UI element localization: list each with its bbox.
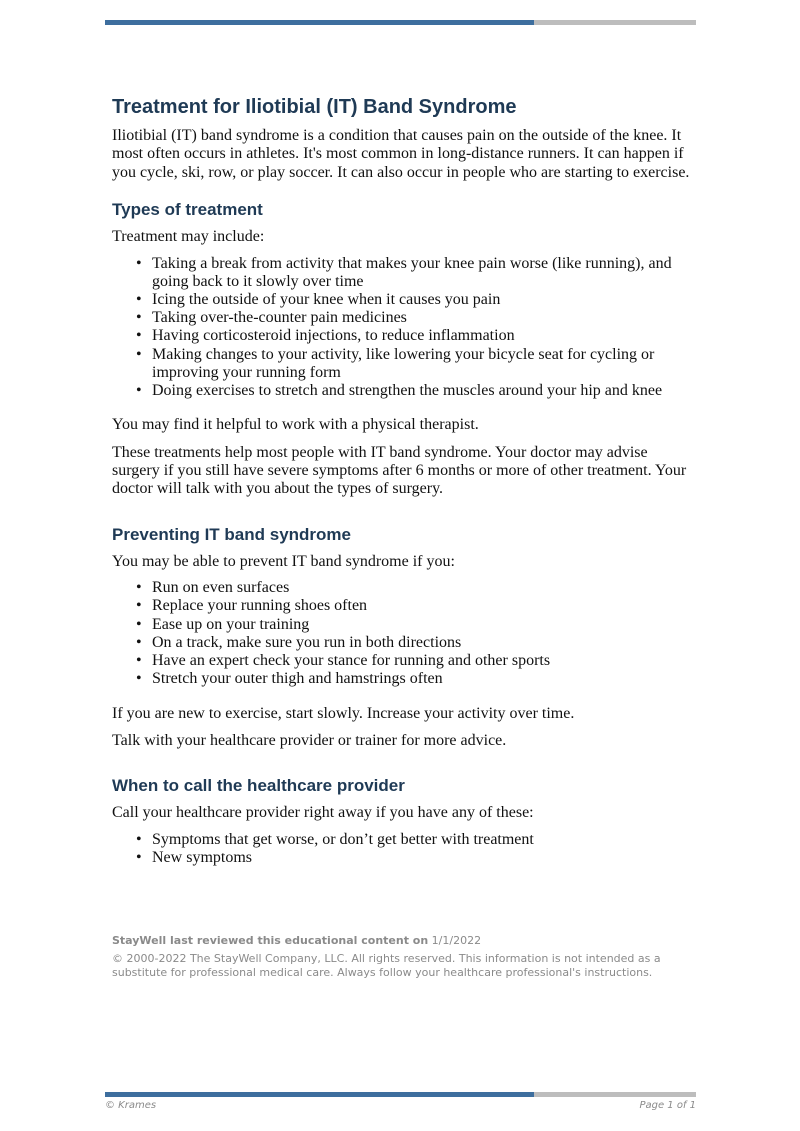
types-lead: Treatment may include:: [112, 228, 265, 246]
new-exercise-paragraph: If you are new to exercise, start slowly. Increase your activity over time.: [112, 704, 575, 722]
list-item: • Icing the outside of your knee when it causes you pain: [136, 291, 697, 309]
reviewed-label: StayWell last reviewed this educational content on: [112, 934, 429, 947]
document-body: [112, 94, 697, 867]
publisher-credit: © Krames: [105, 1100, 157, 1111]
list-item: • New symptoms: [136, 849, 697, 867]
top-accent-bar-fill: [105, 20, 534, 25]
intro-paragraph: Iliotibial (IT) band syndrome is a condition that causes pain on the outside of the knee. It most often occurs in athletes. It's most common in long-distance runners. It can happen if you cycle, ski, row, or play soccer. It can also occur in people who are starting to exercise.: [112, 127, 690, 181]
bottom-accent-bar-fill: [105, 1092, 534, 1097]
list-item: • Taking over-the-counter pain medicines: [136, 309, 697, 327]
list-item: • Run on even surfaces: [136, 579, 697, 597]
advice-paragraph: Talk with your healthcare provider or trainer for more advice.: [112, 731, 507, 749]
review-footer: [112, 934, 697, 980]
list-item: • Doing exercises to stretch and strengthen the muscles around your hip and knee: [136, 382, 697, 400]
section-heading-types: Types of treatment: [112, 200, 263, 220]
bottom-accent-bar: [105, 1092, 696, 1097]
list-item: • Replace your running shoes often: [136, 597, 697, 615]
surgery-paragraph: These treatments help most people with IT band syndrome. Your doctor may advise surgery if you still have severe symptoms after 6 months or more of other treatment. Your doctor will talk with you about the types of surgery.: [112, 443, 687, 498]
reviewed-line: [112, 934, 697, 947]
section-heading-prevent: Preventing IT band syndrome: [112, 524, 351, 544]
top-accent-bar: [105, 20, 696, 25]
list-item: • Making changes to your activity, like lowering your bicycle seat for cycling or improving your running form: [136, 346, 697, 382]
list-item: • Symptoms that get worse, or don’t get better with treatment: [136, 831, 697, 849]
types-list: [136, 255, 697, 401]
prevent-lead: You may be able to prevent IT band syndrome if you:: [112, 552, 455, 570]
section-heading-call: When to call the healthcare provider: [112, 776, 405, 796]
prevent-list: [136, 579, 697, 688]
list-item: • Stretch your outer thigh and hamstrings often: [136, 670, 697, 688]
page-title: Treatment for Iliotibial (IT) Band Syndrome: [112, 96, 517, 118]
copyright-notice: © 2000-2022 The StayWell Company, LLC. All rights reserved. This information is not intended as a substitute for professional medical care. Always follow your healthcare professional's instructions.: [112, 952, 661, 979]
call-lead: Call your healthcare provider right away if you have any of these:: [112, 804, 534, 822]
list-item: • Taking a break from activity that makes your knee pain worse (like running), and going back to it slowly over time: [136, 255, 697, 291]
list-item: • On a track, make sure you run in both directions: [136, 634, 697, 652]
therapist-paragraph: You may find it helpful to work with a physical therapist.: [112, 416, 479, 434]
reviewed-date: 1/1/2022: [431, 934, 482, 947]
list-item: • Have an expert check your stance for running and other sports: [136, 652, 697, 670]
page-number: Page 1 of 1: [639, 1100, 696, 1111]
call-list: [136, 831, 697, 867]
list-item: • Having corticosteroid injections, to reduce inflammation: [136, 327, 697, 345]
list-item: • Ease up on your training: [136, 616, 697, 634]
